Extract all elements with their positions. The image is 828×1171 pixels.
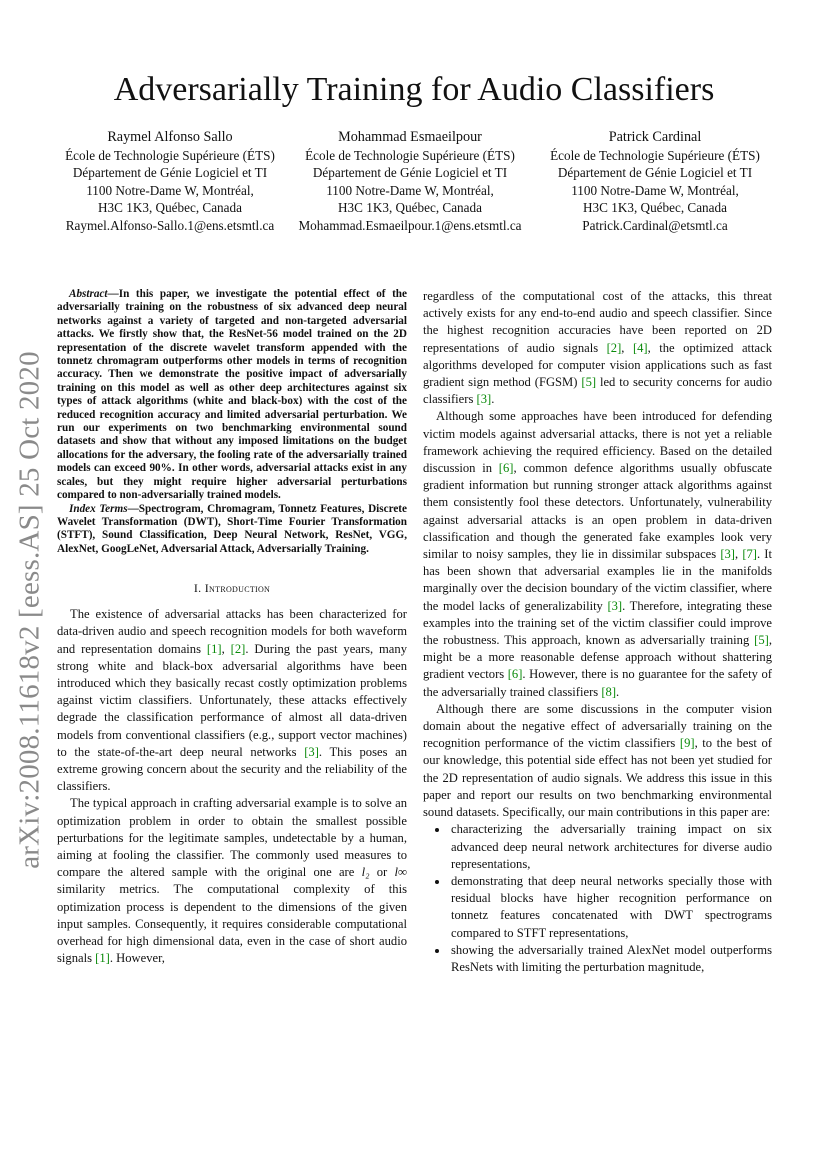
text-run: . However, (109, 951, 165, 966)
author-city: H3C 1K3, Québec, Canada (583, 200, 727, 216)
author-name: Patrick Cardinal (608, 129, 702, 145)
intro-paragraph-2 (57, 795, 407, 967)
paper-title: Adversarially Training for Audio Classifiers (113, 71, 715, 108)
arxiv-sidebar (8, 330, 52, 890)
text-run: , (735, 547, 743, 562)
author-city: H3C 1K3, Québec, Canada (98, 200, 242, 216)
text-run: . However, there is no guarantee for the safety of the adversarially trained classifiers (423, 667, 772, 699)
citation-link[interactable]: [9] (679, 736, 695, 751)
index-terms (57, 503, 407, 557)
citation-link[interactable]: [5] (754, 633, 769, 648)
text-run: , might be a more reasonable defense approach without shattering gradient vectors (423, 633, 772, 682)
author-block (60, 127, 780, 242)
author-dept: Département de Génie Logiciel et TI (557, 165, 753, 181)
author-dept: Département de Génie Logiciel et TI (312, 165, 508, 181)
citation-link[interactable]: [1] (206, 641, 222, 656)
text-run: . (616, 684, 620, 699)
author-street: 1100 Notre-Dame W, Montréal, (326, 182, 494, 198)
text-run: or (369, 865, 395, 880)
author-email[interactable]: Raymel.Alfonso-Sallo.1@ens.etsmtl.ca (65, 217, 275, 233)
citation-link[interactable]: [3] (304, 744, 319, 759)
text-run: . Therefore, integrating these examples into the training set of the victim classifier could improve the robustness. This approach, known as adversarially training (423, 598, 772, 648)
author-street: 1100 Notre-Dame W, Montréal, (571, 182, 739, 198)
text-run: regardless of the computational cost of the attacks, this threat actively exists for any end-to-end audio and speech classifier. Since the highest recognition accuracies have been reported on 2D representations of audio signals (423, 289, 772, 355)
abstract-lead: Abstract (69, 288, 108, 300)
citation-link[interactable]: [2] (230, 641, 246, 656)
section-numeral: I. (193, 581, 205, 596)
citation-link[interactable]: [3] (720, 547, 735, 562)
intro-paragraph-1 (57, 606, 407, 795)
abstract (57, 288, 407, 503)
author-email[interactable]: Mohammad.Esmaeilpour.1@ens.etsmtl.ca (298, 217, 522, 233)
text-run: . During the past years, many strong white and black-box adversarial algorithms have been introduced which they basically recast costly optimization problems against victim classifiers. Unfortunately, these attacks effectively degrade the classification performance of almost all data-driven models from conventional classifiers (e.g., support vector machines) to the state-of-the-art deep neural networks (57, 641, 407, 759)
text-run: The existence of adversarial attacks has been characterized for data-driven audio and speech recognition models for both waveform and representation domains (57, 607, 407, 656)
math-linf: l∞ (394, 865, 407, 880)
author-dept: Département de Génie Logiciel et TI (72, 165, 268, 181)
text-run: The typical approach in crafting adversarial example is to solve an optimization problem in order to obtain the smallest possible perturbations for the legitimate samples, undetectable by a human, aiming at fooling the classifier. The commonly used measures to compare the altered sample with the original one are (57, 796, 407, 880)
contributions-list (423, 821, 772, 976)
citation-link[interactable]: [6] (498, 461, 514, 476)
text-run: led to security concerns for audio classifiers (423, 375, 772, 407)
author-school: École de Technologie Supérieure (ÉTS) (305, 148, 515, 163)
citation-link[interactable]: [5] (581, 375, 597, 390)
list-item: • showing the adversarially trained AlexNet model outperforms ResNets with limiting the perturbation magnitude, (449, 942, 772, 976)
text-run: , to the best of our knowledge, this potential side effect has not been yet studied for the 2D representation of audio signals. We address this issue in this paper and report our results on two benchmarking environmental sound datasets. Specifically, our main contributions in this paper are: (423, 736, 772, 820)
intro-paragraph-3 (423, 288, 772, 408)
text-run: , the optimized attack algorithms developed for computer vision applications such as fast gradient sign method (FGSM) (423, 340, 773, 390)
section-heading-introduction (57, 581, 407, 596)
author-street: 1100 Notre-Dame W, Montréal, (86, 182, 254, 198)
intro-paragraph-5 (423, 701, 772, 821)
author-city: H3C 1K3, Québec, Canada (338, 200, 482, 216)
text-run: , (621, 340, 633, 355)
left-column (57, 288, 407, 967)
citation-link[interactable]: [2] (606, 340, 622, 355)
citation-link[interactable]: [3] (607, 598, 623, 613)
list-item: • demonstrating that deep neural networks specially those with residual blocks have higher recognition performance on tonnetz features concatenated with DWT spectrograms compared to STFT representations, (449, 873, 772, 942)
citation-link[interactable]: [1] (95, 951, 110, 966)
author-name: Raymel Alfonso Sallo (107, 129, 233, 145)
author-3 (530, 127, 780, 234)
index-terms-text: —Spectrogram, Chromagram, Tonnetz Features, Discrete Wavelet Transformation (DWT), Short-Time Fourier Transformation (STFT), Sound Classification, Deep Neural Network, ResNet, VGG, AlexNet, GoogLeNet, Adversarial Attack, Adversarially Training. (57, 502, 407, 555)
text-run: similarity metrics. The computational complexity of this optimization process is dependent to the dimensions of the given input samples. Consequently, it requires considerable computational overhead for high dimensional data, even in the case of short audio signals (57, 882, 407, 966)
author-2 (290, 127, 530, 234)
text-run: , (221, 641, 231, 656)
text-run: , common defence algorithms usually obfuscate gradient information but running stronger attack algorithms against them consistently fool these detectors. Unfortunately, vulnerability against adversarial attacks is an open problem in data-driven classification and though the generated fake examples look very similar to noisy samples, they lie in dissimilar subspaces (423, 461, 772, 562)
right-column (423, 288, 772, 976)
author-name: Mohammad Esmaeilpour (338, 129, 482, 145)
author-1 (50, 127, 290, 234)
text-run: Although there are some discussions in the computer vision domain about the negative effect of adversarially training on the recognition performance of the victim classifiers (423, 701, 772, 751)
intro-paragraph-4 (423, 408, 772, 700)
section-title: Introduction (204, 581, 271, 596)
math-l2: l₂ (361, 865, 370, 880)
citation-link[interactable]: [8] (601, 684, 617, 699)
list-item: • characterizing the adversarially training impact on six advanced deep neural network architectures for diverse audio representations, (449, 821, 772, 873)
author-school: École de Technologie Supérieure (ÉTS) (65, 148, 275, 163)
citation-link[interactable]: [6] (507, 667, 523, 682)
text-run: . This poses an extreme growing concern about the security and the reliability of the classifiers. (57, 744, 407, 794)
author-school: École de Technologie Supérieure (ÉTS) (550, 148, 760, 163)
arxiv-identifier[interactable]: arXiv:2008.11618v2 [eess.AS] 25 Oct 2020 (13, 351, 46, 869)
citation-link[interactable]: [4] (632, 340, 648, 355)
abstract-text: —In this paper, we investigate the potential effect of the adversarially training on the robustness of six advanced deep neural networks against a variety of targeted and non-targeted adversarial attacks. We firstly show that, the ResNet-56 model trained on the 2D representation of the discrete wavelet transform appended with the tonnetz chromagram outperforms other models in terms of recognition accuracy. Then we demonstrate the positive impact of adversarially training on this model as well as other deep architectures against six types of attack algorithms (white and black-box) with the cost of the reduced recognition accuracy and limited adversarial perturbation. We run our experiments on two benchmarking environmental sound datasets and show that without any imposed limitations on the budget allocations for the adversary, the fooling rate of the adversarially trained models can exceed 90%. In other words, adversarial attacks exist in any scales, but they might require higher adversarial perturbations compared to non-adversarially trained models. (57, 288, 407, 502)
index-terms-lead: Index Terms (69, 502, 128, 515)
text-run: . It has been shown that adversarial examples lie in the manifolds marginally over the decision boundary of the victim classifier, where the model lacks of generalizability (423, 547, 772, 613)
citation-link[interactable]: [7] (742, 547, 757, 562)
citation-link[interactable]: [3] (476, 392, 492, 407)
author-email[interactable]: Patrick.Cardinal@etsmtl.ca (582, 217, 728, 233)
text-run: . (491, 392, 495, 407)
text-run: Although some approaches have been introduced for defending victim models against adversarial attacks, there is not yet a reliable framework achieving the required efficiency. Based on the detailed discussion in (423, 409, 772, 476)
